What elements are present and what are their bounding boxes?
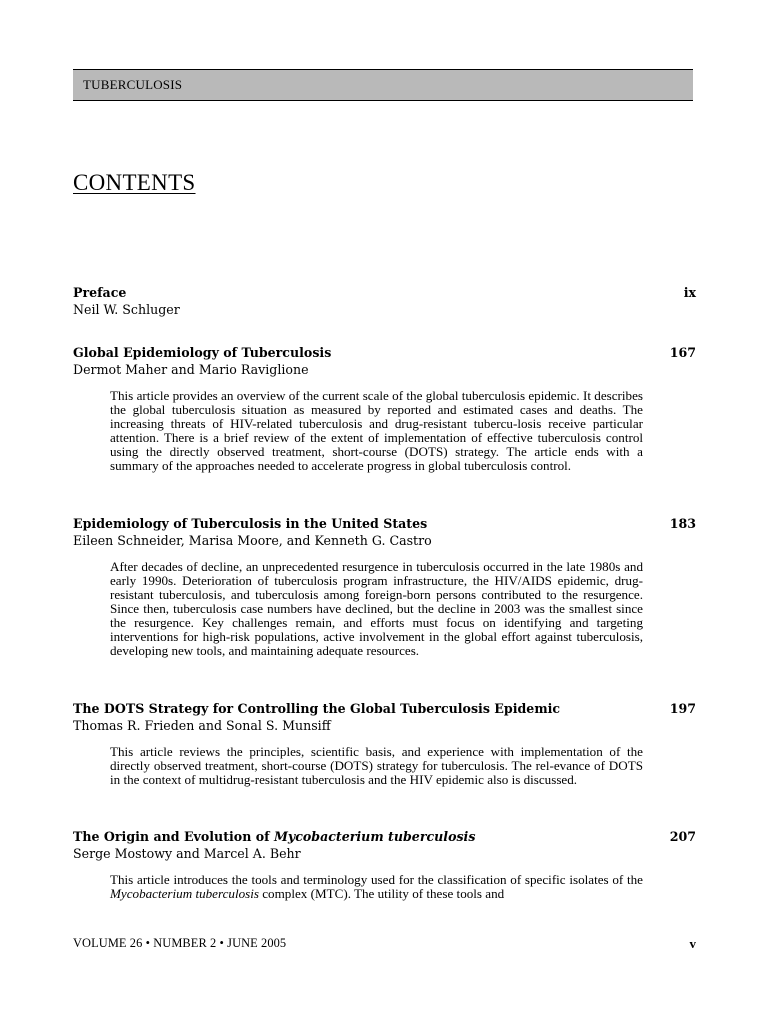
entry-abstract-text: This article introduces the tools and terminology used for the classification of specific isolates of the (110, 872, 643, 887)
entry-title: The DOTS Strategy for Controlling the Global Tuberculosis Epidemic (73, 701, 561, 716)
entry-abstract-italic: Mycobacterium tuberculosis (110, 886, 259, 901)
toc-entry-global-epidemiology (73, 344, 696, 473)
entry-page-number: ix (683, 285, 696, 300)
entry-abstract: After decades of decline, an unprecedented resurgence in tuberculosis occurred in the late 1980s and early 1990s. Deterioration of tuberculosis program infrastructure, the HIV/AIDS epidemic, drug-resistant tuberculosis, and tuberculosis among foreign-born persons contributed to the resurgence. Since then, tuberculosis case numbers have declined, but the decline in 2003 was the smallest since the resurgence. Key challenges remain, and efforts must focus on identifying and targeting interventions for high-risk populations, active involvement in the global effort against tuberculosis, developing new tools, and maintaining adequate resources. (110, 559, 643, 658)
entry-authors: Eileen Schneider, Marisa Moore, and Kenneth G. Castro (73, 533, 432, 548)
toc-entry-dots-strategy (73, 700, 696, 787)
entry-authors: Neil W. Schluger (73, 302, 180, 317)
entry-title-text: The Origin and Evolution of (73, 829, 274, 844)
footer-volume-info: VOLUME 26 • NUMBER 2 • JUNE 2005 (73, 936, 287, 950)
footer-page-numeral: v (689, 936, 696, 951)
entry-page-number: 207 (669, 829, 696, 844)
toc-entry-origin-evolution (73, 828, 696, 901)
running-header-title: TUBERCULOSIS (83, 77, 183, 92)
entry-title: Global Epidemiology of Tuberculosis (73, 345, 332, 360)
entry-abstract (110, 873, 643, 901)
entry-abstract: This article provides an overview of the current scale of the global tuberculosis epidemic. It describes the global tuberculosis situation as measured by reported and estimated cases and deaths. The increasing threats of HIV-related tuberculosis and drug-resistant tubercu-losis receive particular attention. There is a brief review of the extent of implementation of effective tuberculosis control using the directly observed treatment, short-course (DOTS) strategy. The article ends with a summary of the approaches needed to accelerate progress in global tuberculosis control. (110, 388, 643, 473)
toc-entry-preface (73, 284, 696, 318)
entry-page-number: 183 (669, 516, 696, 531)
entry-title-italic: Mycobacterium tuberculosis (273, 829, 476, 844)
toc-entry-us-epidemiology (73, 515, 696, 658)
entry-title: Epidemiology of Tuberculosis in the United States (73, 516, 428, 531)
entry-title: Preface (73, 285, 127, 300)
entry-abstract: This article reviews the principles, scientific basis, and experience with implementation of the directly observed treatment, short-course (DOTS) strategy for tuberculosis. The rel-evance of DOTS in the context of multidrug-resistant tuberculosis and the HIV epidemic also is discussed. (110, 744, 643, 787)
entry-authors: Serge Mostowy and Marcel A. Behr (73, 846, 301, 861)
running-header (73, 69, 693, 101)
page-title: CONTENTS (73, 170, 196, 195)
entry-page-number: 197 (669, 701, 696, 716)
entry-authors: Dermot Maher and Mario Raviglione (73, 362, 309, 377)
entry-title (73, 828, 696, 845)
entry-abstract-text-end: complex (MTC). The utility of these tools and (258, 886, 505, 901)
entry-page-number: 167 (669, 345, 696, 360)
entry-authors: Thomas R. Frieden and Sonal S. Munsiff (73, 718, 331, 733)
